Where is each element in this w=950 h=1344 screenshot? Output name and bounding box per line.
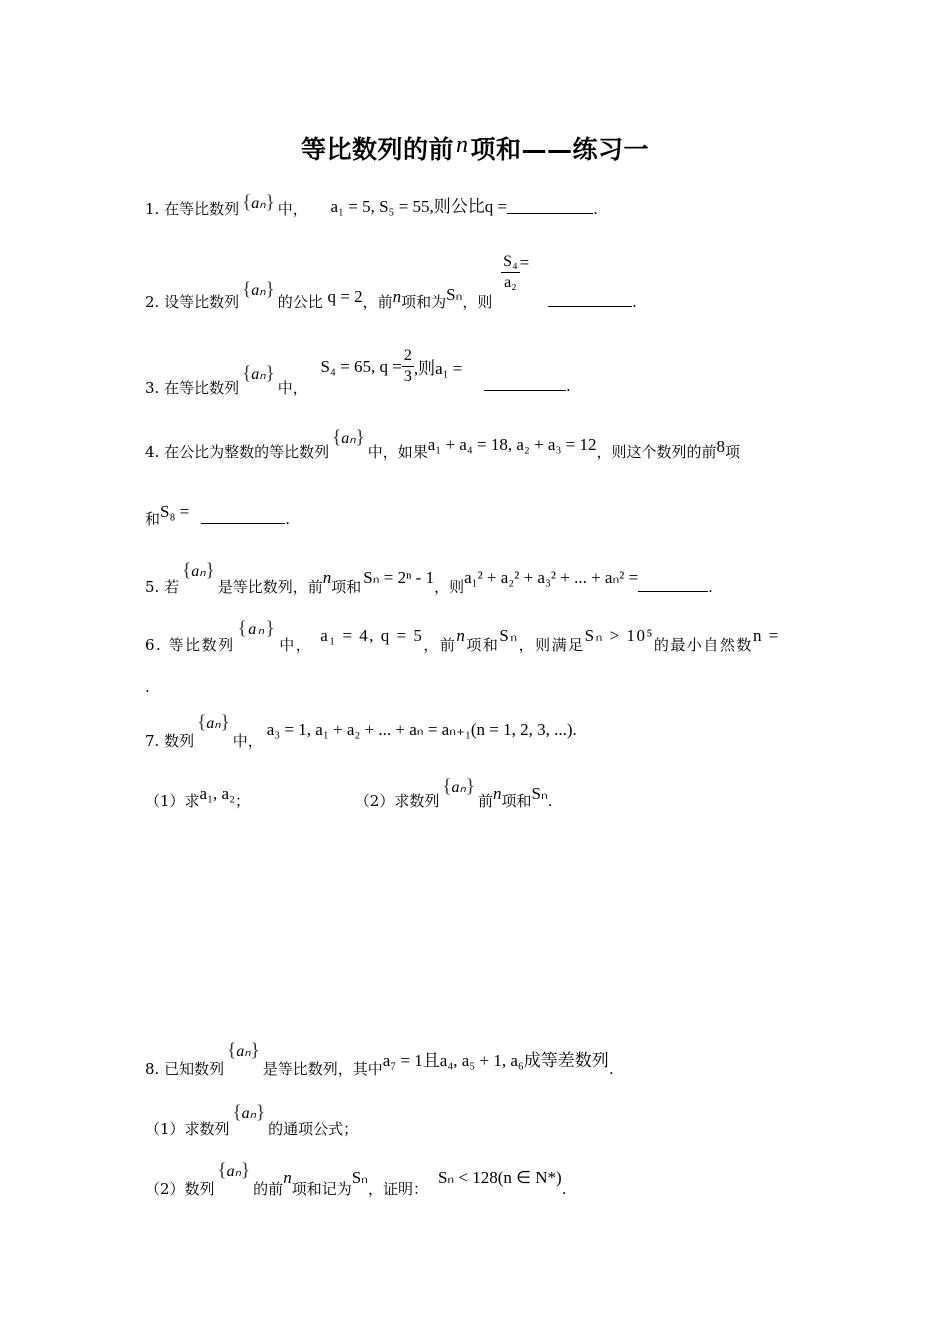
sequence-symbol: {aₙ} [197,712,230,733]
period: . [708,578,713,596]
period: . [145,678,150,696]
problem-2 [145,252,637,311]
problem-6-label: 6. 等比数列 [145,636,235,654]
title-variable: n [456,132,469,158]
a1-a2-vars: a₁, a₂ [199,784,235,803]
problem-5-condition: Sₙ = 2ⁿ - 1 [363,568,435,587]
problem-8-part-1 [145,1102,359,1138]
problem-4-continued [145,500,291,528]
title-text-before: 等比数列的前 [300,135,454,164]
period: . [632,292,637,311]
problem-2-text-4: ，则 [462,292,493,311]
problem-6-inequality: Sₙ > 10⁵ [584,626,654,645]
problem-7 [145,712,577,750]
sn-variable: Sₙ [351,1168,368,1187]
problem-5-text-2: 项和 [331,578,362,596]
problem-6-text-4: ，则满足 [518,636,585,654]
problem-7-text: 中， [232,732,263,750]
problem-7-part-2: （2）求数列 [354,792,440,810]
problem-8-inequality: Sₙ < 128(n ∈ N*) [437,1168,562,1187]
n-variable: n [456,626,467,645]
problem-3-tail: ,则a₁ = [413,359,463,378]
problem-6 [145,618,780,654]
problem-7-text-3: 项和 [501,792,532,810]
s8-expression: S₈ = [160,502,190,521]
problem-8 [145,1040,614,1078]
answer-blank[interactable] [201,523,285,524]
problem-4-text: 中，如果 [367,443,428,461]
answer-blank[interactable] [638,591,708,592]
problem-6-text-2: ，前 [423,636,457,654]
problem-8-condition: a₇ = 1且a₄, a₅ + 1, a₆成等差数列 [382,1050,609,1070]
semicolon: ； [235,792,251,810]
page-title [0,130,950,166]
period: . [561,1180,567,1198]
problem-3-label: 3. 在等比数列 [145,378,240,397]
sn-variable: Sₙ [446,284,463,304]
problem-7-text-2: 前 [477,792,493,810]
sequence-symbol: {aₙ} [442,776,475,797]
n-variable: n [392,286,402,306]
problem-4-xiang: 项 [725,443,741,461]
problem-7-parts [145,776,553,810]
problem-4-he: 和 [145,510,161,528]
period: . [593,200,598,218]
problem-2-ratio: q = 2 [327,286,363,306]
problem-5-text: 是等比数列，前 [217,578,323,596]
sn-variable: Sₙ [531,784,548,803]
problem-6-text-3: 项和 [466,636,500,654]
problem-7-label: 7. 数列 [145,732,195,750]
problem-8-part-2-label: （2）数列 [145,1180,215,1198]
sequence-symbol: {aₙ} [227,1040,260,1061]
problem-3 [145,340,571,399]
answer-blank[interactable] [507,213,593,214]
problem-8-text-4: ，证明： [367,1180,428,1198]
fraction-s4-a2: $\frac{\text{S₄}}{\text{a₂}}$ [503,253,518,291]
sequence-symbol: {aₙ} [232,1102,266,1123]
sequence-symbol: {aₙ} [242,192,275,213]
problem-7-condition: a₃ = 1, a₁ + a₂ + ... + aₙ = aₙ₊₁(n = 1, 2, 3, ...). [266,720,577,739]
sequence-symbol: {aₙ} [242,278,275,300]
problem-8-label: 8. 已知数列 [145,1060,225,1078]
answer-blank[interactable] [484,390,566,391]
problem-5-text-3: ，则 [434,578,465,596]
sn-variable: Sₙ [499,626,519,645]
n-variable: n [283,1168,292,1187]
period: . [285,510,291,528]
problem-2-label: 2. 设等比数列 [145,292,240,311]
problem-6-text: 中， [279,636,313,654]
problem-1-condition: a₁ = 5, S₅ = 55,则公比q = [330,196,508,216]
number-eight: 8 [716,437,725,456]
problem-4 [145,423,741,461]
sequence-symbol: {aₙ} [217,1160,251,1181]
problem-4-label: 4. 在公比为整数的等比数列 [145,443,330,461]
n-variable: n [322,568,332,587]
sequence-symbol: {aₙ} [237,618,277,639]
problem-3-text: 中， [277,378,308,397]
problem-1 [145,192,598,223]
sequence-symbol: {aₙ} [182,560,215,581]
problem-7-part-1: （1）求 [145,792,200,810]
problem-6-tail: n = [752,626,780,645]
title-text-after: 项和——练习一 [470,135,650,164]
problem-8-part-1-label: （1）求数列 [145,1120,230,1138]
problem-2-text-3: 项和为 [401,292,447,311]
problem-8-part-2 [145,1160,567,1198]
problem-4-condition: a₁ + a₄ = 18, a₂ + a₃ = 12 [427,435,597,454]
period: . [547,792,553,810]
problem-1-text: 中， [277,200,308,218]
problem-4-tail: ，则这个数列的前 [596,443,717,461]
period: . [608,1060,614,1078]
period: . [566,377,571,395]
problem-8-text: 是等比数列，其中 [262,1060,383,1078]
problem-1-label: 1. 在等比数列 [145,200,240,218]
sequence-symbol: {aₙ} [242,362,275,384]
problem-5 [145,560,713,596]
problem-6-continued [145,678,150,696]
problem-2-text: 的公比 [277,292,323,311]
equals-sign: = [519,252,530,272]
problem-6-condition: a₁ = 4, q = 5 [320,626,424,645]
sequence-symbol: {aₙ} [332,427,365,448]
problem-3-condition: S₄ = 65, q = [320,356,402,376]
problem-5-label: 5. 若 [145,578,180,596]
problem-8-part-1-text: 的通项公式； [268,1120,359,1138]
problem-6-text-5: 的最小自然数 [653,636,753,654]
problem-8-text-2: 的前 [253,1180,284,1198]
answer-blank[interactable] [548,306,632,307]
problem-8-text-3: 项和记为 [291,1180,352,1198]
fraction-two-thirds: $\frac{2}{3}$ [403,347,412,385]
n-variable: n [492,784,502,803]
problem-5-sum: a₁² + a₂² + a₃² + ... + aₙ² = [464,568,639,587]
problem-2-text-2: ，前 [362,292,393,311]
